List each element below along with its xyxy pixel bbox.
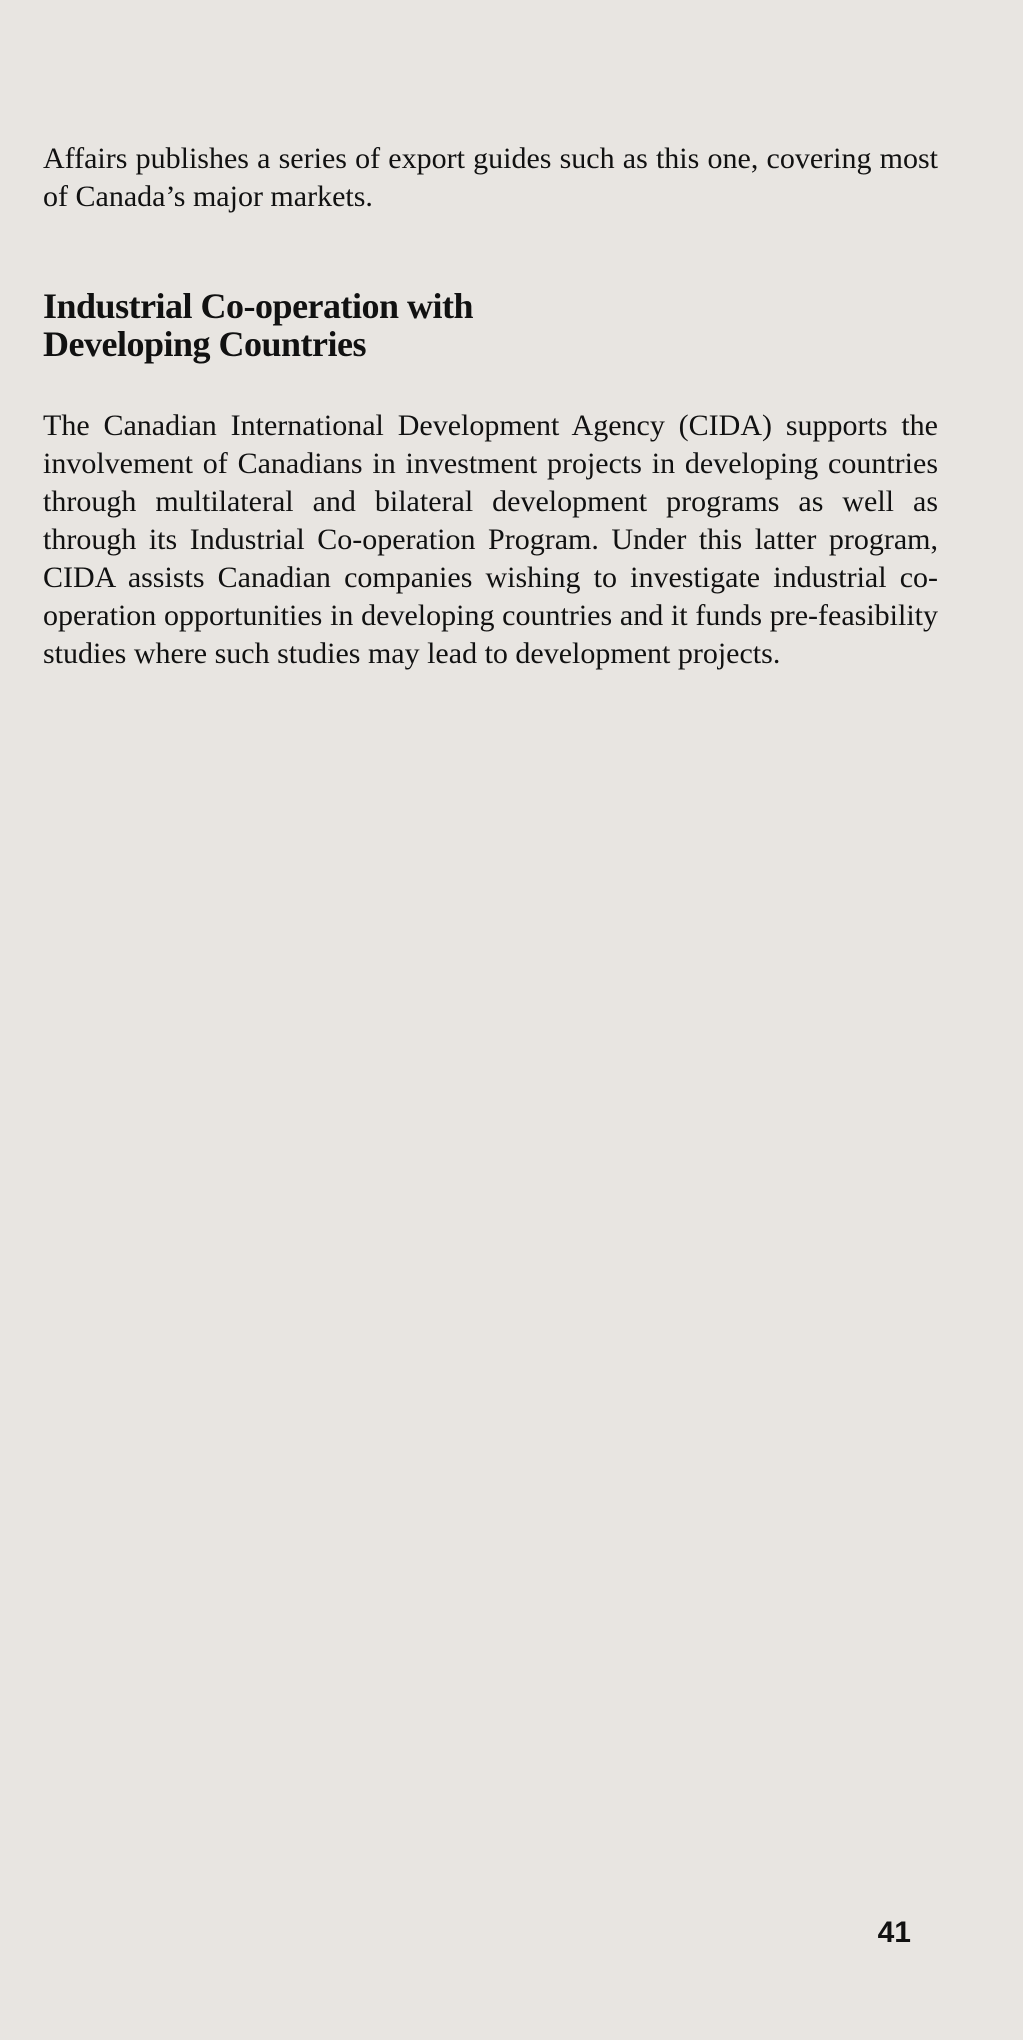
page-number: 41 xyxy=(877,1916,911,1949)
section-heading-line1: Industrial Co-operation with xyxy=(43,286,474,326)
section-heading-line2: Developing Countries xyxy=(43,324,366,364)
section-heading xyxy=(43,287,743,363)
intro-paragraph: Affairs publishes a series of export guides such as this one, covering most of Canada’s major markets. xyxy=(43,142,938,213)
body-paragraph: The Canadian International Development Agency (CIDA) supports the involvement of Canadians in investment projects in developing countries through multilateral and bilateral development programs as well as through its Industrial Co-operation Program. Under this latter program, CIDA assists Canadian companies wishing to investigate industrial co-operation opportunities in developing countries and it funds pre-feasibility studies where such studies may lead to development projects. xyxy=(43,409,938,670)
